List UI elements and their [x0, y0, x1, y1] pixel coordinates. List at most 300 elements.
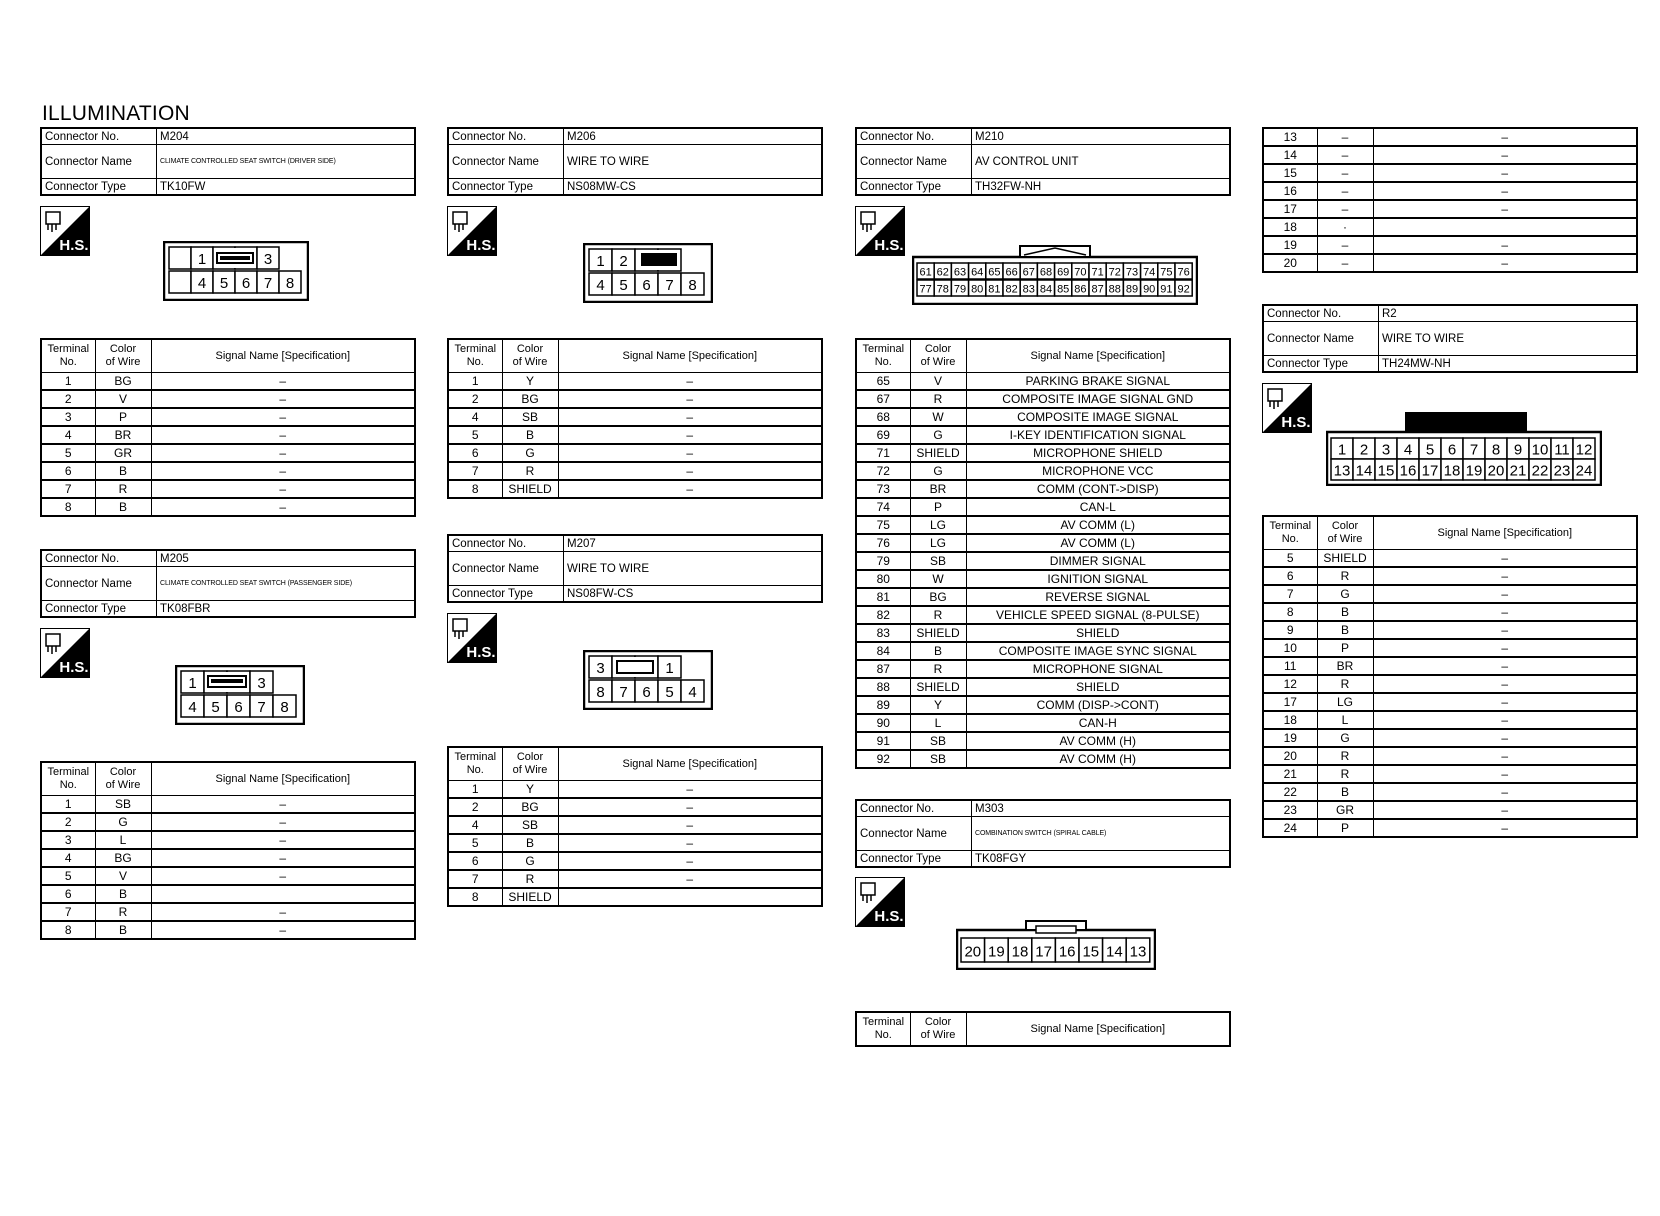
table-row — [41, 867, 415, 885]
table-row — [448, 426, 822, 444]
terminal-no: 4 — [41, 426, 95, 444]
signal-name: – — [558, 870, 822, 888]
table-row — [1263, 164, 1637, 182]
table-row — [1263, 621, 1637, 639]
wire-color: L — [910, 714, 966, 732]
table-row — [1263, 819, 1637, 837]
terminal-no: 8 — [41, 921, 95, 939]
wire-color: W — [910, 408, 966, 426]
pin-number: 19 — [988, 943, 1005, 961]
terminal-table-header — [856, 1012, 1230, 1046]
signal-name: – — [1373, 639, 1637, 657]
terminal-no: 69 — [856, 426, 910, 444]
pin-number: 5 — [219, 275, 229, 293]
terminal-no: 65 — [856, 373, 910, 391]
terminal-no: 18 — [1263, 711, 1317, 729]
pin-number: 21 — [1509, 462, 1527, 480]
connector-name-value: CLIMATE CONTROLLED SEAT SWITCH (DRIVER SIDE) — [157, 145, 416, 179]
wire-color: SHIELD — [1317, 550, 1373, 568]
terminal-table-continuation — [1262, 127, 1638, 273]
signal-name: AV COMM (L) — [966, 516, 1230, 534]
connector-no-value: R2 — [1379, 305, 1638, 322]
table-row — [41, 903, 415, 921]
terminal-no: 6 — [448, 444, 502, 462]
connector-type-value: TK08FGY — [972, 851, 1231, 868]
connector-no-label: Connector No. — [41, 128, 157, 145]
wire-color: R — [502, 462, 558, 480]
pin-number: 5 — [1425, 441, 1435, 459]
connector-type-value: TH32FW-NH — [972, 179, 1231, 196]
signal-name: – — [1373, 675, 1637, 693]
terminal-no: 68 — [856, 408, 910, 426]
terminal-no: 8 — [448, 480, 502, 498]
terminal-no: 84 — [856, 642, 910, 660]
connector-no-label: Connector No. — [448, 128, 564, 145]
signal-name: – — [151, 849, 415, 867]
wire-color: LG — [910, 516, 966, 534]
pin-number: 91 — [1160, 283, 1173, 296]
pin-number: 6 — [642, 684, 651, 702]
terminal-no: 20 — [1263, 254, 1317, 272]
pin-number: 66 — [1005, 266, 1018, 279]
wire-color: SB — [502, 408, 558, 426]
pin-number: 62 — [936, 266, 949, 279]
wire-color: Y — [502, 373, 558, 391]
terminal-no: 75 — [856, 516, 910, 534]
wire-color: G — [1317, 585, 1373, 603]
wire-color: V — [95, 390, 151, 408]
pin-number: 88 — [1108, 283, 1121, 296]
connector-name-label: Connector Name — [1263, 322, 1379, 356]
pin-number: 63 — [953, 266, 967, 279]
signal-name: COMPOSITE IMAGE SIGNAL GND — [966, 390, 1230, 408]
table-row — [448, 816, 822, 834]
terminal-no: 7 — [448, 870, 502, 888]
signal-name: – — [151, 444, 415, 462]
signal-name: MICROPHONE VCC — [966, 462, 1230, 480]
signal-name: – — [151, 373, 415, 391]
pin-number: 8 — [688, 277, 697, 295]
pin-number: 92 — [1177, 283, 1190, 296]
wire-color: G — [910, 462, 966, 480]
harness-side-icon — [855, 206, 905, 256]
page-title: ILLUMINATION — [42, 102, 190, 125]
connector-name-value: COMBINATION SWITCH (SPIRAL CABLE) — [972, 817, 1231, 851]
signal-name: – — [1373, 164, 1637, 182]
terminal-no: 7 — [41, 903, 95, 921]
pin-number: 3 — [263, 251, 273, 269]
signal-name: – — [558, 373, 822, 391]
terminal-table-m210 — [855, 338, 1231, 769]
connector-face-m210 — [912, 243, 1198, 305]
terminal-no: 15 — [1263, 164, 1317, 182]
terminal-no: 87 — [856, 660, 910, 678]
pin-number: 4 — [688, 684, 697, 702]
signal-name: – — [558, 798, 822, 816]
signal-name: – — [1373, 254, 1637, 272]
pin-number: 6 — [241, 275, 251, 293]
terminal-no: 5 — [41, 867, 95, 885]
signal-name: – — [558, 834, 822, 852]
signal-name: – — [1373, 801, 1637, 819]
signal-name — [1373, 218, 1637, 236]
pin-number: 1 — [665, 660, 674, 678]
terminal-no: 7 — [41, 480, 95, 498]
connector-no-value: M205 — [157, 550, 416, 567]
pin-number: 5 — [665, 684, 674, 702]
pin-number: 13 — [1129, 943, 1147, 961]
table-row — [41, 498, 415, 516]
wire-color: – — [1317, 236, 1373, 254]
hs-label: H.S. — [874, 908, 904, 925]
col-signal-name: Signal Name [Specification] — [558, 339, 822, 373]
signal-name: – — [558, 426, 822, 444]
table-row — [1263, 550, 1637, 568]
connector-info-m303 — [855, 799, 1231, 868]
wire-color: BR — [910, 480, 966, 498]
terminal-no: 91 — [856, 732, 910, 750]
connector-type-label: Connector Type — [41, 179, 157, 196]
pin-number: 72 — [1108, 266, 1121, 279]
pin-number: 4 — [197, 275, 207, 293]
terminal-no: 20 — [1263, 747, 1317, 765]
connector-no-label: Connector No. — [856, 800, 972, 817]
wire-color: – — [1317, 146, 1373, 164]
wire-color: R — [1317, 747, 1373, 765]
pin-number: 2 — [1359, 441, 1369, 459]
wire-color: SB — [502, 816, 558, 834]
signal-name: COMPOSITE IMAGE SIGNAL — [966, 408, 1230, 426]
pin-number: 74 — [1143, 266, 1156, 279]
terminal-table-r2 — [1262, 515, 1638, 838]
signal-name: – — [1373, 819, 1637, 837]
col-terminal-no: Terminal No. — [448, 339, 502, 373]
pin-number: 11 — [1554, 441, 1570, 459]
table-row — [856, 678, 1230, 696]
terminal-no: 10 — [1263, 639, 1317, 657]
signal-name: – — [151, 426, 415, 444]
wire-color: V — [95, 867, 151, 885]
signal-name: – — [151, 813, 415, 831]
terminal-no: 23 — [1263, 801, 1317, 819]
signal-name: – — [558, 408, 822, 426]
table-row — [41, 831, 415, 849]
terminal-table-m207 — [447, 746, 823, 907]
table-row — [856, 444, 1230, 462]
table-row — [1263, 218, 1637, 236]
table-row — [1263, 603, 1637, 621]
signal-name: – — [151, 796, 415, 814]
pin-number: 68 — [1039, 266, 1053, 279]
signal-name: – — [1373, 200, 1637, 218]
pin-number: 1 — [188, 675, 197, 693]
table-row — [448, 834, 822, 852]
wire-color: GR — [1317, 801, 1373, 819]
table-row — [856, 606, 1230, 624]
harness-side-icon — [447, 206, 497, 256]
table-row — [448, 373, 822, 391]
terminal-table-header — [448, 747, 822, 781]
signal-name: – — [558, 462, 822, 480]
signal-name: – — [558, 444, 822, 462]
terminal-no: 74 — [856, 498, 910, 516]
wire-color: · — [1317, 218, 1373, 236]
table-row — [448, 462, 822, 480]
table-row — [856, 552, 1230, 570]
signal-name: – — [1373, 765, 1637, 783]
terminal-no: 12 — [1263, 675, 1317, 693]
signal-name: COMM (CONT->DISP) — [966, 480, 1230, 498]
connector-slot — [617, 661, 653, 673]
connector-type-label: Connector Type — [41, 601, 157, 618]
col-terminal-no: Terminal No. — [41, 339, 95, 373]
pin-number: 15 — [1082, 943, 1100, 961]
col-signal-name: Signal Name [Specification] — [966, 1012, 1230, 1046]
connector-info-m206 — [447, 127, 823, 196]
connector-face-r2 — [1326, 410, 1602, 486]
terminal-no: 5 — [41, 444, 95, 462]
table-row — [448, 798, 822, 816]
signal-name: AV COMM (H) — [966, 750, 1230, 768]
terminal-table-m204 — [40, 338, 416, 517]
pin-number: 8 — [596, 684, 605, 702]
terminal-no: 76 — [856, 534, 910, 552]
pin-number: 9 — [1513, 441, 1523, 459]
terminal-no: 24 — [1263, 819, 1317, 837]
connector-name-label: Connector Name — [41, 567, 157, 601]
col-terminal-no: Terminal No. — [448, 747, 502, 781]
pin-number: 82 — [1005, 283, 1018, 296]
pin-number: 7 — [1469, 441, 1479, 459]
wire-color: SHIELD — [502, 480, 558, 498]
connector-type-label: Connector Type — [1263, 356, 1379, 373]
terminal-no: 3 — [41, 408, 95, 426]
connector-name-label: Connector Name — [856, 817, 972, 851]
wire-color: L — [95, 831, 151, 849]
table-row — [856, 462, 1230, 480]
col-color-of-wire: Color of Wire — [502, 339, 558, 373]
signal-name: REVERSE SIGNAL — [966, 588, 1230, 606]
pin-number: 20 — [964, 943, 982, 961]
connector-name-value: WIRE TO WIRE — [1379, 322, 1638, 356]
wire-color: SB — [910, 732, 966, 750]
pin-number: 69 — [1057, 266, 1070, 279]
terminal-table-m205 — [40, 761, 416, 940]
hs-label: H.S. — [874, 237, 904, 254]
table-row — [1263, 801, 1637, 819]
table-row — [448, 852, 822, 870]
terminal-no: 80 — [856, 570, 910, 588]
table-row — [1263, 675, 1637, 693]
table-row — [1263, 182, 1637, 200]
table-row — [856, 696, 1230, 714]
pin-number: 5 — [211, 699, 220, 717]
table-row — [856, 714, 1230, 732]
wire-color: BG — [95, 373, 151, 391]
connector-name-label: Connector Name — [856, 145, 972, 179]
pin-number: 1 — [1337, 441, 1347, 459]
pin-number: 23 — [1553, 462, 1571, 480]
col-signal-name: Signal Name [Specification] — [558, 747, 822, 781]
wire-color: SHIELD — [502, 888, 558, 906]
terminal-table-m303 — [855, 1011, 1231, 1047]
table-row — [1263, 254, 1637, 272]
terminal-no: 89 — [856, 696, 910, 714]
connector-name-value: AV CONTROL UNIT — [972, 145, 1231, 179]
signal-name: – — [1373, 729, 1637, 747]
pin-number: 87 — [1091, 283, 1104, 296]
terminal-no: 18 — [1263, 218, 1317, 236]
signal-name: – — [151, 903, 415, 921]
wire-color: LG — [910, 534, 966, 552]
wire-color: – — [1317, 164, 1373, 182]
wire-color: Y — [502, 781, 558, 799]
pin-number: 16 — [1058, 943, 1076, 961]
terminal-no: 7 — [1263, 585, 1317, 603]
signal-name: – — [151, 480, 415, 498]
pin-number: 8 — [280, 699, 289, 717]
connector-no-label: Connector No. — [1263, 305, 1379, 322]
pin-number: 1 — [197, 251, 207, 269]
table-row — [856, 750, 1230, 768]
signal-name — [558, 888, 822, 906]
wire-color: R — [95, 903, 151, 921]
table-row — [856, 534, 1230, 552]
signal-name: – — [1373, 236, 1637, 254]
connector-type-value: TH24MW-NH — [1379, 356, 1638, 373]
connector-no-value: M210 — [972, 128, 1231, 145]
signal-name: – — [1373, 567, 1637, 585]
signal-name: – — [151, 831, 415, 849]
terminal-no: 6 — [41, 462, 95, 480]
pin-number: 4 — [596, 277, 605, 295]
connector-info-r2 — [1262, 304, 1638, 373]
harness-side-icon — [855, 877, 905, 927]
table-row — [1263, 765, 1637, 783]
pin-number: 7 — [257, 699, 266, 717]
pin-number: 85 — [1057, 283, 1070, 296]
wire-color: B — [95, 921, 151, 939]
pin-number: 14 — [1106, 943, 1123, 961]
signal-name: – — [1373, 585, 1637, 603]
pin-number: 79 — [953, 283, 967, 296]
pin-number: 3 — [596, 660, 605, 678]
terminal-no: 13 — [1263, 128, 1317, 146]
wire-color: – — [1317, 254, 1373, 272]
signal-name: MICROPHONE SHIELD — [966, 444, 1230, 462]
wire-color: B — [1317, 783, 1373, 801]
col-terminal-no: Terminal No. — [41, 762, 95, 796]
table-row — [1263, 236, 1637, 254]
table-row — [1263, 711, 1637, 729]
terminal-no: 2 — [448, 798, 502, 816]
pin-number: 18 — [1443, 462, 1461, 480]
connector-name-value: WIRE TO WIRE — [564, 145, 823, 179]
wire-color: G — [1317, 729, 1373, 747]
wire-color: B — [95, 498, 151, 516]
signal-name: – — [558, 781, 822, 799]
table-row — [856, 732, 1230, 750]
terminal-no: 6 — [41, 885, 95, 903]
wire-color: V — [910, 373, 966, 391]
terminal-table-m206 — [447, 338, 823, 499]
connector-no-label: Connector No. — [41, 550, 157, 567]
terminal-no: 8 — [1263, 603, 1317, 621]
terminal-no: 88 — [856, 678, 910, 696]
table-row — [41, 373, 415, 391]
signal-name: – — [558, 852, 822, 870]
terminal-no: 83 — [856, 624, 910, 642]
terminal-no: 67 — [856, 390, 910, 408]
terminal-no: 8 — [448, 888, 502, 906]
harness-side-icon — [447, 613, 497, 663]
wire-color: P — [910, 498, 966, 516]
terminal-no: 81 — [856, 588, 910, 606]
table-row — [448, 390, 822, 408]
pin-number: 86 — [1074, 283, 1087, 296]
terminal-no: 1 — [41, 796, 95, 814]
pin-number: 19 — [1465, 462, 1483, 480]
wire-color: – — [1317, 128, 1373, 146]
pin-number: 13 — [1333, 462, 1351, 480]
pin-number: 20 — [1487, 462, 1505, 480]
pin-number: 76 — [1177, 266, 1190, 279]
table-row — [856, 373, 1230, 391]
pin-cell — [169, 247, 191, 269]
wire-color: B — [910, 642, 966, 660]
wire-color: R — [95, 480, 151, 498]
pin-number: 61 — [919, 266, 932, 279]
signal-name: – — [151, 867, 415, 885]
connector-name-label: Connector Name — [41, 145, 157, 179]
hs-label: H.S. — [59, 237, 89, 254]
table-row — [448, 444, 822, 462]
pin-cell — [169, 271, 191, 293]
col-color-of-wire: Color of Wire — [502, 747, 558, 781]
wire-color: – — [1317, 200, 1373, 218]
terminal-table-header — [41, 339, 415, 373]
pin-number: 67 — [1022, 266, 1035, 279]
connector-no-value: M303 — [972, 800, 1231, 817]
pin-number: 4 — [1403, 441, 1413, 459]
col-signal-name: Signal Name [Specification] — [151, 762, 415, 796]
connector-no-value: M207 — [564, 535, 823, 552]
wire-color: P — [95, 408, 151, 426]
signal-name: CAN-H — [966, 714, 1230, 732]
terminal-no: 4 — [448, 816, 502, 834]
pin-number: 6 — [642, 277, 651, 295]
pin-number: 3 — [257, 675, 266, 693]
signal-name: – — [1373, 657, 1637, 675]
terminal-no: 5 — [1263, 550, 1317, 568]
connector-type-value: TK08FBR — [157, 601, 416, 618]
terminal-no: 79 — [856, 552, 910, 570]
table-row — [1263, 200, 1637, 218]
table-row — [41, 885, 415, 903]
terminal-no: 16 — [1263, 182, 1317, 200]
wire-color: B — [95, 462, 151, 480]
connector-no-label: Connector No. — [856, 128, 972, 145]
signal-name — [151, 885, 415, 903]
wire-color: BG — [502, 390, 558, 408]
connector-no-value: M204 — [157, 128, 416, 145]
wire-color: SB — [95, 796, 151, 814]
wire-color: SHIELD — [910, 678, 966, 696]
wire-color: G — [502, 852, 558, 870]
connector-slot-fill — [211, 679, 243, 683]
connector-info-m210 — [855, 127, 1231, 196]
terminal-table-header — [1263, 516, 1637, 550]
